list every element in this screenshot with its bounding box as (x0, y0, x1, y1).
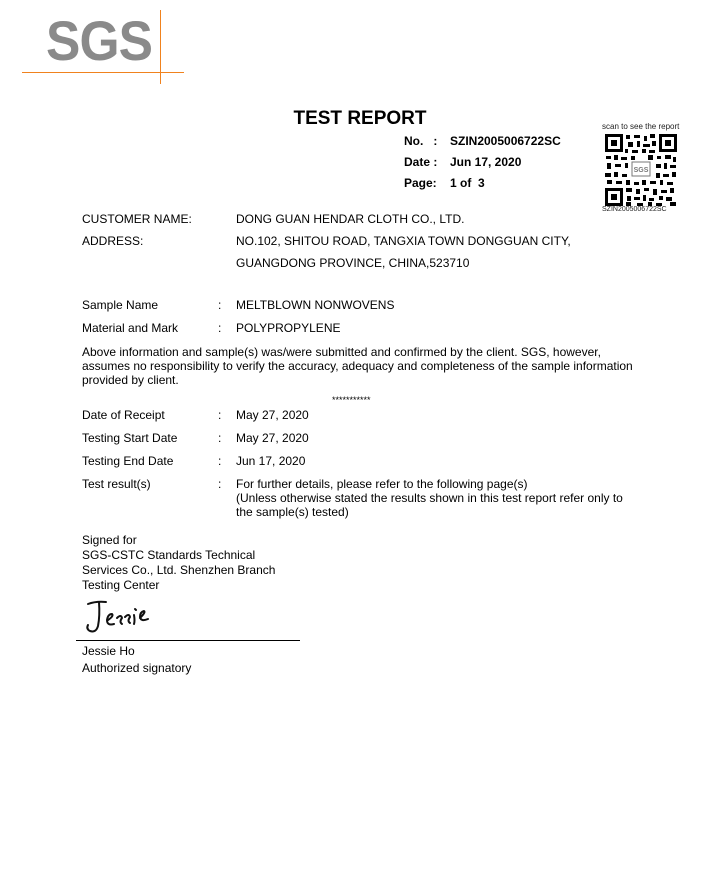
material-colon: : (218, 321, 222, 335)
end-date-label: Testing End Date (82, 454, 174, 468)
sample-name-value: MELTBLOWN NONWOVENS (236, 298, 395, 312)
address-line-2: GUANGDONG PROVINCE, CHINA,523710 (236, 256, 470, 270)
qr-id: SZIN2005006722SC (602, 206, 667, 213)
start-date-value: May 27, 2020 (236, 431, 309, 445)
receipt-date-colon: : (218, 408, 222, 422)
signed-for-line-3: Services Co., Ltd. Shenzhen Branch (82, 563, 276, 577)
signed-for-line-2: SGS-CSTC Standards Technical (82, 548, 256, 562)
report-date-label: Date : (404, 155, 438, 169)
qr-caption: scan to see the report (602, 122, 680, 131)
signature-line (76, 640, 300, 641)
end-date-value: Jun 17, 2020 (236, 454, 306, 468)
report-title: TEST REPORT (293, 108, 427, 129)
report-page-label: Page: (404, 176, 437, 190)
logo-vertical-rule (160, 10, 161, 84)
report-page-value: 1 of 3 (450, 176, 485, 190)
address-line-1: NO.102, SHITOU ROAD, TANGXIA TOWN DONGGUAN CITY, (236, 234, 571, 248)
start-date-label: Testing Start Date (82, 431, 178, 445)
sample-name-colon: : (218, 298, 222, 312)
signer-name: Jessie Ho (82, 644, 135, 658)
material-label: Material and Mark (82, 321, 179, 335)
test-result-line-3: the sample(s) tested) (236, 505, 349, 519)
signer-title: Authorized signatory (82, 661, 192, 675)
signed-for-line-1: Signed for (82, 533, 137, 547)
signed-for-block (82, 533, 275, 593)
sgs-logo: SGS (46, 9, 153, 72)
separator-stars: *********** (332, 395, 371, 405)
customer-name-label: CUSTOMER NAME: (82, 212, 192, 226)
test-result-line-2: (Unless otherwise stated the results shown in this test report refer only to (236, 491, 623, 505)
test-result-colon: : (218, 477, 222, 491)
start-date-colon: : (218, 431, 222, 445)
address-label: ADDRESS: (82, 234, 144, 248)
qr-code-icon[interactable] (604, 133, 678, 207)
disclaimer-paragraph: Above information and sample(s) was/were submitted and confirmed by the client. SGS, however, assumes no responsibility to verify the accuracy, adequacy and completeness of the sample information provided by client. (82, 345, 633, 387)
test-result-label: Test result(s) (82, 477, 151, 491)
report-no-label: No. : (404, 134, 438, 148)
test-result-line-1: For further details, please refer to the following page(s) (236, 477, 528, 491)
report-date-value: Jun 17, 2020 (450, 155, 522, 169)
signed-for-line-4: Testing Center (82, 578, 160, 592)
receipt-date-value: May 27, 2020 (236, 408, 309, 422)
sample-name-label: Sample Name (82, 298, 159, 312)
handwritten-signature (84, 596, 164, 636)
report-no-value: SZIN2005006722SC (450, 134, 561, 148)
svg-text:SGS: SGS (633, 167, 649, 174)
customer-name-value: DONG GUAN HENDAR CLOTH CO., LTD. (236, 212, 465, 226)
end-date-colon: : (218, 454, 222, 468)
receipt-date-label: Date of Receipt (82, 408, 165, 422)
material-value: POLYPROPYLENE (236, 321, 341, 335)
